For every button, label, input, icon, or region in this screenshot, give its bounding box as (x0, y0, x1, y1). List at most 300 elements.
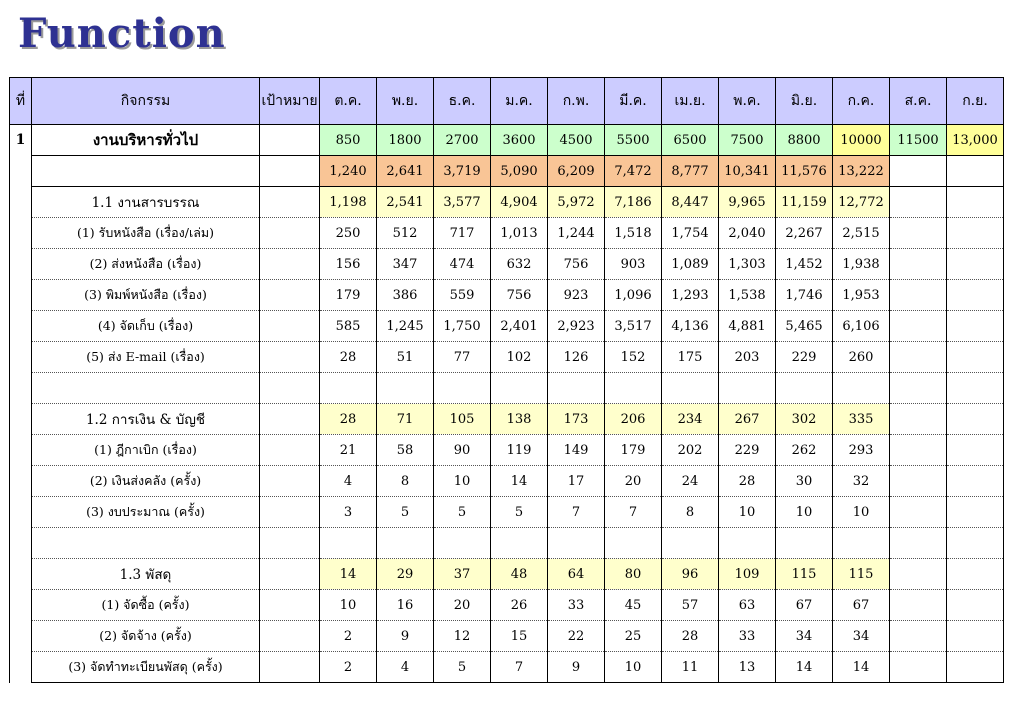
value-cell: 12,772 (833, 187, 890, 218)
value-cell: 9 (548, 652, 605, 683)
value-cell: 156 (320, 249, 377, 280)
value-cell: 559 (434, 280, 491, 311)
empty-cell (890, 373, 947, 404)
value-cell: 24 (662, 466, 719, 497)
target-cell (260, 249, 320, 280)
value-cell: 7 (548, 497, 605, 528)
value-cell (947, 497, 1004, 528)
empty-cell (719, 373, 776, 404)
row-no-empty (10, 590, 32, 621)
empty-cell (32, 373, 260, 404)
value-cell: 632 (491, 249, 548, 280)
section-label: 1.2 การเงิน & บัญชี (32, 404, 260, 435)
page-title: Function (18, 10, 226, 57)
value-cell: 2,515 (833, 218, 890, 249)
actual-value-cell: 10,341 (719, 156, 776, 187)
value-cell: 1,089 (662, 249, 719, 280)
value-cell: 1,746 (776, 280, 833, 311)
value-cell (947, 559, 1004, 590)
actual-value-cell: 3,719 (434, 156, 491, 187)
value-cell: 80 (605, 559, 662, 590)
empty-cell (260, 528, 320, 559)
actual-value-cell: 11,576 (776, 156, 833, 187)
value-cell: 903 (605, 249, 662, 280)
value-cell: 7,186 (605, 187, 662, 218)
actual-value-cell: 7,472 (605, 156, 662, 187)
value-cell: 32 (833, 466, 890, 497)
value-cell (947, 652, 1004, 683)
value-cell: 13 (719, 652, 776, 683)
value-cell: 21 (320, 435, 377, 466)
value-cell: 1,198 (320, 187, 377, 218)
value-cell: 11 (662, 652, 719, 683)
value-cell: 512 (377, 218, 434, 249)
value-cell: 126 (548, 342, 605, 373)
value-cell: 48 (491, 559, 548, 590)
table-row (10, 249, 1004, 280)
value-cell: 1,538 (719, 280, 776, 311)
section-row (10, 404, 1004, 435)
header-month: มี.ค. (605, 78, 662, 125)
value-cell: 1,096 (605, 280, 662, 311)
header-month: ส.ค. (890, 78, 947, 125)
value-cell (890, 435, 947, 466)
value-cell: 26 (491, 590, 548, 621)
target-cell (260, 652, 320, 683)
value-cell: 8 (662, 497, 719, 528)
item-label: (2) จัดจ้าง (ครั้ง) (32, 621, 260, 652)
value-cell (890, 218, 947, 249)
actual-value-cell: 5,090 (491, 156, 548, 187)
row-no-empty (10, 218, 32, 249)
blank-row (10, 373, 1004, 404)
target-cell (260, 156, 320, 187)
value-cell: 1,518 (605, 218, 662, 249)
row-no-empty (10, 466, 32, 497)
empty-cell (947, 373, 1004, 404)
value-cell: 57 (662, 590, 719, 621)
value-cell: 7 (491, 652, 548, 683)
value-cell: 28 (320, 342, 377, 373)
value-cell: 71 (377, 404, 434, 435)
empty-cell (377, 373, 434, 404)
value-cell (890, 466, 947, 497)
value-cell: 17 (548, 466, 605, 497)
value-cell: 115 (776, 559, 833, 590)
target-value-cell: 2700 (434, 125, 491, 156)
value-cell (947, 590, 1004, 621)
value-cell: 179 (605, 435, 662, 466)
row-no-empty (10, 652, 32, 683)
target-value-cell: 5500 (605, 125, 662, 156)
row-no-empty (10, 311, 32, 342)
value-cell: 1,013 (491, 218, 548, 249)
value-cell: 585 (320, 311, 377, 342)
row-no-empty (10, 342, 32, 373)
value-cell: 260 (833, 342, 890, 373)
value-cell: 28 (719, 466, 776, 497)
value-cell: 28 (662, 621, 719, 652)
value-cell: 67 (776, 590, 833, 621)
empty-cell (434, 528, 491, 559)
target-value-cell: 850 (320, 125, 377, 156)
value-cell: 5,972 (548, 187, 605, 218)
value-cell: 9 (377, 621, 434, 652)
value-cell: 51 (377, 342, 434, 373)
header-month: พ.ย. (377, 78, 434, 125)
value-cell: 20 (605, 466, 662, 497)
empty-cell (662, 373, 719, 404)
actual-value-cell: 2,641 (377, 156, 434, 187)
value-cell: 37 (434, 559, 491, 590)
empty-cell (377, 528, 434, 559)
value-cell: 14 (491, 466, 548, 497)
value-cell: 4 (377, 652, 434, 683)
target-value-cell: 1800 (377, 125, 434, 156)
value-cell: 10 (833, 497, 890, 528)
value-cell: 1,245 (377, 311, 434, 342)
value-cell: 12 (434, 621, 491, 652)
target-value-cell: 11500 (890, 125, 947, 156)
value-cell: 474 (434, 249, 491, 280)
value-cell: 1,452 (776, 249, 833, 280)
target-cell (260, 280, 320, 311)
value-cell: 717 (434, 218, 491, 249)
value-cell: 63 (719, 590, 776, 621)
target-value-cell: 6500 (662, 125, 719, 156)
value-cell: 2 (320, 652, 377, 683)
target-value-cell: 7500 (719, 125, 776, 156)
value-cell: 5,465 (776, 311, 833, 342)
item-label: (5) ส่ง E-mail (เรื่อง) (32, 342, 260, 373)
value-cell: 175 (662, 342, 719, 373)
empty-cell (548, 528, 605, 559)
target-cell (260, 466, 320, 497)
item-label: (4) จัดเก็บ (เรื่อง) (32, 311, 260, 342)
empty-cell (491, 528, 548, 559)
actual-value-cell (947, 156, 1004, 187)
row-no: 1 (10, 125, 32, 156)
value-cell (947, 311, 1004, 342)
item-label: (2) ส่งหนังสือ (เรื่อง) (32, 249, 260, 280)
actual-value-cell: 8,777 (662, 156, 719, 187)
value-cell (890, 187, 947, 218)
value-cell: 14 (776, 652, 833, 683)
target-cell (260, 497, 320, 528)
value-cell: 30 (776, 466, 833, 497)
value-cell: 1,303 (719, 249, 776, 280)
target-cell (260, 435, 320, 466)
empty-cell (605, 373, 662, 404)
value-cell: 16 (377, 590, 434, 621)
main-activity-label: งานบริหารทั่วไป (32, 125, 260, 156)
header-no: ที่ (10, 78, 32, 125)
empty-cell (320, 528, 377, 559)
value-cell: 4 (320, 466, 377, 497)
target-cell (260, 342, 320, 373)
table-row (10, 342, 1004, 373)
value-cell: 386 (377, 280, 434, 311)
table-row (10, 466, 1004, 497)
header-month: ก.ค. (833, 78, 890, 125)
header-month: ม.ค. (491, 78, 548, 125)
value-cell: 96 (662, 559, 719, 590)
main-actual-row (10, 156, 1004, 187)
value-cell: 10 (776, 497, 833, 528)
value-cell: 77 (434, 342, 491, 373)
value-cell (890, 280, 947, 311)
table-row (10, 497, 1004, 528)
value-cell: 64 (548, 559, 605, 590)
target-cell (260, 404, 320, 435)
row-no-empty (10, 528, 32, 559)
value-cell: 7 (605, 497, 662, 528)
value-cell: 58 (377, 435, 434, 466)
value-cell: 8,447 (662, 187, 719, 218)
actual-value-cell: 1,240 (320, 156, 377, 187)
value-cell: 3,517 (605, 311, 662, 342)
value-cell: 3,577 (434, 187, 491, 218)
actual-value-cell (890, 156, 947, 187)
value-cell: 119 (491, 435, 548, 466)
row-no-empty (10, 404, 32, 435)
value-cell: 29 (377, 559, 434, 590)
row-no-empty (10, 621, 32, 652)
value-cell: 756 (548, 249, 605, 280)
value-cell: 14 (833, 652, 890, 683)
value-cell: 202 (662, 435, 719, 466)
activity-empty (32, 156, 260, 187)
empty-cell (776, 528, 833, 559)
row-no-empty (10, 280, 32, 311)
value-cell: 923 (548, 280, 605, 311)
row-no-empty (10, 156, 32, 187)
value-cell: 15 (491, 621, 548, 652)
table-row (10, 621, 1004, 652)
row-no-empty (10, 373, 32, 404)
value-cell (890, 249, 947, 280)
row-no-empty (10, 249, 32, 280)
target-value-cell: 10000 (833, 125, 890, 156)
value-cell: 756 (491, 280, 548, 311)
row-no-empty (10, 497, 32, 528)
value-cell: 105 (434, 404, 491, 435)
value-cell (947, 404, 1004, 435)
target-cell (260, 187, 320, 218)
header-month: ต.ค. (320, 78, 377, 125)
row-no-empty (10, 435, 32, 466)
value-cell: 109 (719, 559, 776, 590)
value-cell (890, 621, 947, 652)
empty-cell (833, 373, 890, 404)
section-row (10, 559, 1004, 590)
value-cell (947, 435, 1004, 466)
actual-value-cell: 13,222 (833, 156, 890, 187)
target-value-cell: 3600 (491, 125, 548, 156)
value-cell: 335 (833, 404, 890, 435)
table-row (10, 590, 1004, 621)
value-cell: 20 (434, 590, 491, 621)
value-cell: 28 (320, 404, 377, 435)
target-value-cell: 4500 (548, 125, 605, 156)
item-label: (1) จัดซื้อ (ครั้ง) (32, 590, 260, 621)
value-cell: 5 (377, 497, 434, 528)
value-cell: 1,938 (833, 249, 890, 280)
value-cell: 173 (548, 404, 605, 435)
value-cell (947, 280, 1004, 311)
value-cell: 22 (548, 621, 605, 652)
empty-cell (947, 528, 1004, 559)
value-cell: 1,953 (833, 280, 890, 311)
value-cell: 5 (491, 497, 548, 528)
value-cell: 33 (548, 590, 605, 621)
value-cell: 2,541 (377, 187, 434, 218)
value-cell: 2 (320, 621, 377, 652)
empty-cell (32, 528, 260, 559)
target-cell (260, 125, 320, 156)
value-cell (947, 466, 1004, 497)
value-cell: 1,750 (434, 311, 491, 342)
value-cell: 9,965 (719, 187, 776, 218)
header-row (10, 78, 1004, 125)
target-cell (260, 559, 320, 590)
actual-value-cell: 6,209 (548, 156, 605, 187)
empty-cell (320, 373, 377, 404)
value-cell (890, 404, 947, 435)
target-cell (260, 218, 320, 249)
value-cell: 33 (719, 621, 776, 652)
target-value-cell: 13,000 (947, 125, 1004, 156)
value-cell (947, 187, 1004, 218)
empty-cell (434, 373, 491, 404)
value-cell: 1,293 (662, 280, 719, 311)
header-month: เม.ย. (662, 78, 719, 125)
value-cell (947, 342, 1004, 373)
value-cell: 293 (833, 435, 890, 466)
value-cell: 2,267 (776, 218, 833, 249)
value-cell: 90 (434, 435, 491, 466)
function-table (9, 77, 1004, 683)
empty-cell (833, 528, 890, 559)
value-cell: 347 (377, 249, 434, 280)
value-cell: 10 (719, 497, 776, 528)
value-cell: 1,244 (548, 218, 605, 249)
target-value-cell: 8800 (776, 125, 833, 156)
value-cell: 262 (776, 435, 833, 466)
value-cell: 234 (662, 404, 719, 435)
target-cell (260, 621, 320, 652)
empty-cell (890, 528, 947, 559)
value-cell: 67 (833, 590, 890, 621)
value-cell: 2,040 (719, 218, 776, 249)
value-cell: 4,881 (719, 311, 776, 342)
item-label: (3) จัดทำทะเบียนพัสดุ (ครั้ง) (32, 652, 260, 683)
value-cell (890, 497, 947, 528)
value-cell: 3 (320, 497, 377, 528)
value-cell: 179 (320, 280, 377, 311)
value-cell: 138 (491, 404, 548, 435)
target-cell (260, 590, 320, 621)
empty-cell (548, 373, 605, 404)
item-label: (3) พิมพ์หนังสือ (เรื่อง) (32, 280, 260, 311)
value-cell (947, 621, 1004, 652)
value-cell (890, 342, 947, 373)
table-row (10, 218, 1004, 249)
header-activity: กิจกรรม (32, 78, 260, 125)
value-cell: 8 (377, 466, 434, 497)
main-target-row (10, 125, 1004, 156)
header-month: พ.ค. (719, 78, 776, 125)
value-cell: 302 (776, 404, 833, 435)
section-label: 1.3 พัสดุ (32, 559, 260, 590)
value-cell (947, 218, 1004, 249)
value-cell (890, 311, 947, 342)
table-row (10, 652, 1004, 683)
value-cell: 4,904 (491, 187, 548, 218)
value-cell: 34 (833, 621, 890, 652)
section-row (10, 187, 1004, 218)
value-cell (890, 590, 947, 621)
empty-cell (776, 373, 833, 404)
item-label: (2) เงินส่งคลัง (ครั้ง) (32, 466, 260, 497)
table-row (10, 311, 1004, 342)
item-label: (3) งบประมาณ (ครั้ง) (32, 497, 260, 528)
value-cell: 2,401 (491, 311, 548, 342)
value-cell: 10 (605, 652, 662, 683)
blank-row (10, 528, 1004, 559)
value-cell: 115 (833, 559, 890, 590)
value-cell: 2,923 (548, 311, 605, 342)
value-cell: 4,136 (662, 311, 719, 342)
empty-cell (719, 528, 776, 559)
value-cell (947, 249, 1004, 280)
value-cell: 11,159 (776, 187, 833, 218)
header-target: เป้าหมาย (260, 78, 320, 125)
value-cell: 5 (434, 497, 491, 528)
value-cell: 229 (776, 342, 833, 373)
value-cell: 45 (605, 590, 662, 621)
value-cell: 25 (605, 621, 662, 652)
value-cell: 5 (434, 652, 491, 683)
item-label: (1) รับหนังสือ (เรื่อง/เล่ม) (32, 218, 260, 249)
header-month: มิ.ย. (776, 78, 833, 125)
value-cell: 206 (605, 404, 662, 435)
value-cell (890, 559, 947, 590)
value-cell: 10 (320, 590, 377, 621)
value-cell: 149 (548, 435, 605, 466)
header-month: ธ.ค. (434, 78, 491, 125)
row-no-empty (10, 187, 32, 218)
value-cell: 102 (491, 342, 548, 373)
row-no-empty (10, 559, 32, 590)
value-cell: 6,106 (833, 311, 890, 342)
empty-cell (605, 528, 662, 559)
value-cell: 10 (434, 466, 491, 497)
value-cell: 229 (719, 435, 776, 466)
item-label: (1) ฎีกาเบิก (เรื่อง) (32, 435, 260, 466)
table-row (10, 435, 1004, 466)
target-cell (260, 311, 320, 342)
value-cell: 203 (719, 342, 776, 373)
value-cell: 34 (776, 621, 833, 652)
table-body (10, 125, 1004, 683)
value-cell: 152 (605, 342, 662, 373)
empty-cell (662, 528, 719, 559)
empty-cell (491, 373, 548, 404)
value-cell: 1,754 (662, 218, 719, 249)
empty-cell (260, 373, 320, 404)
table-row (10, 280, 1004, 311)
